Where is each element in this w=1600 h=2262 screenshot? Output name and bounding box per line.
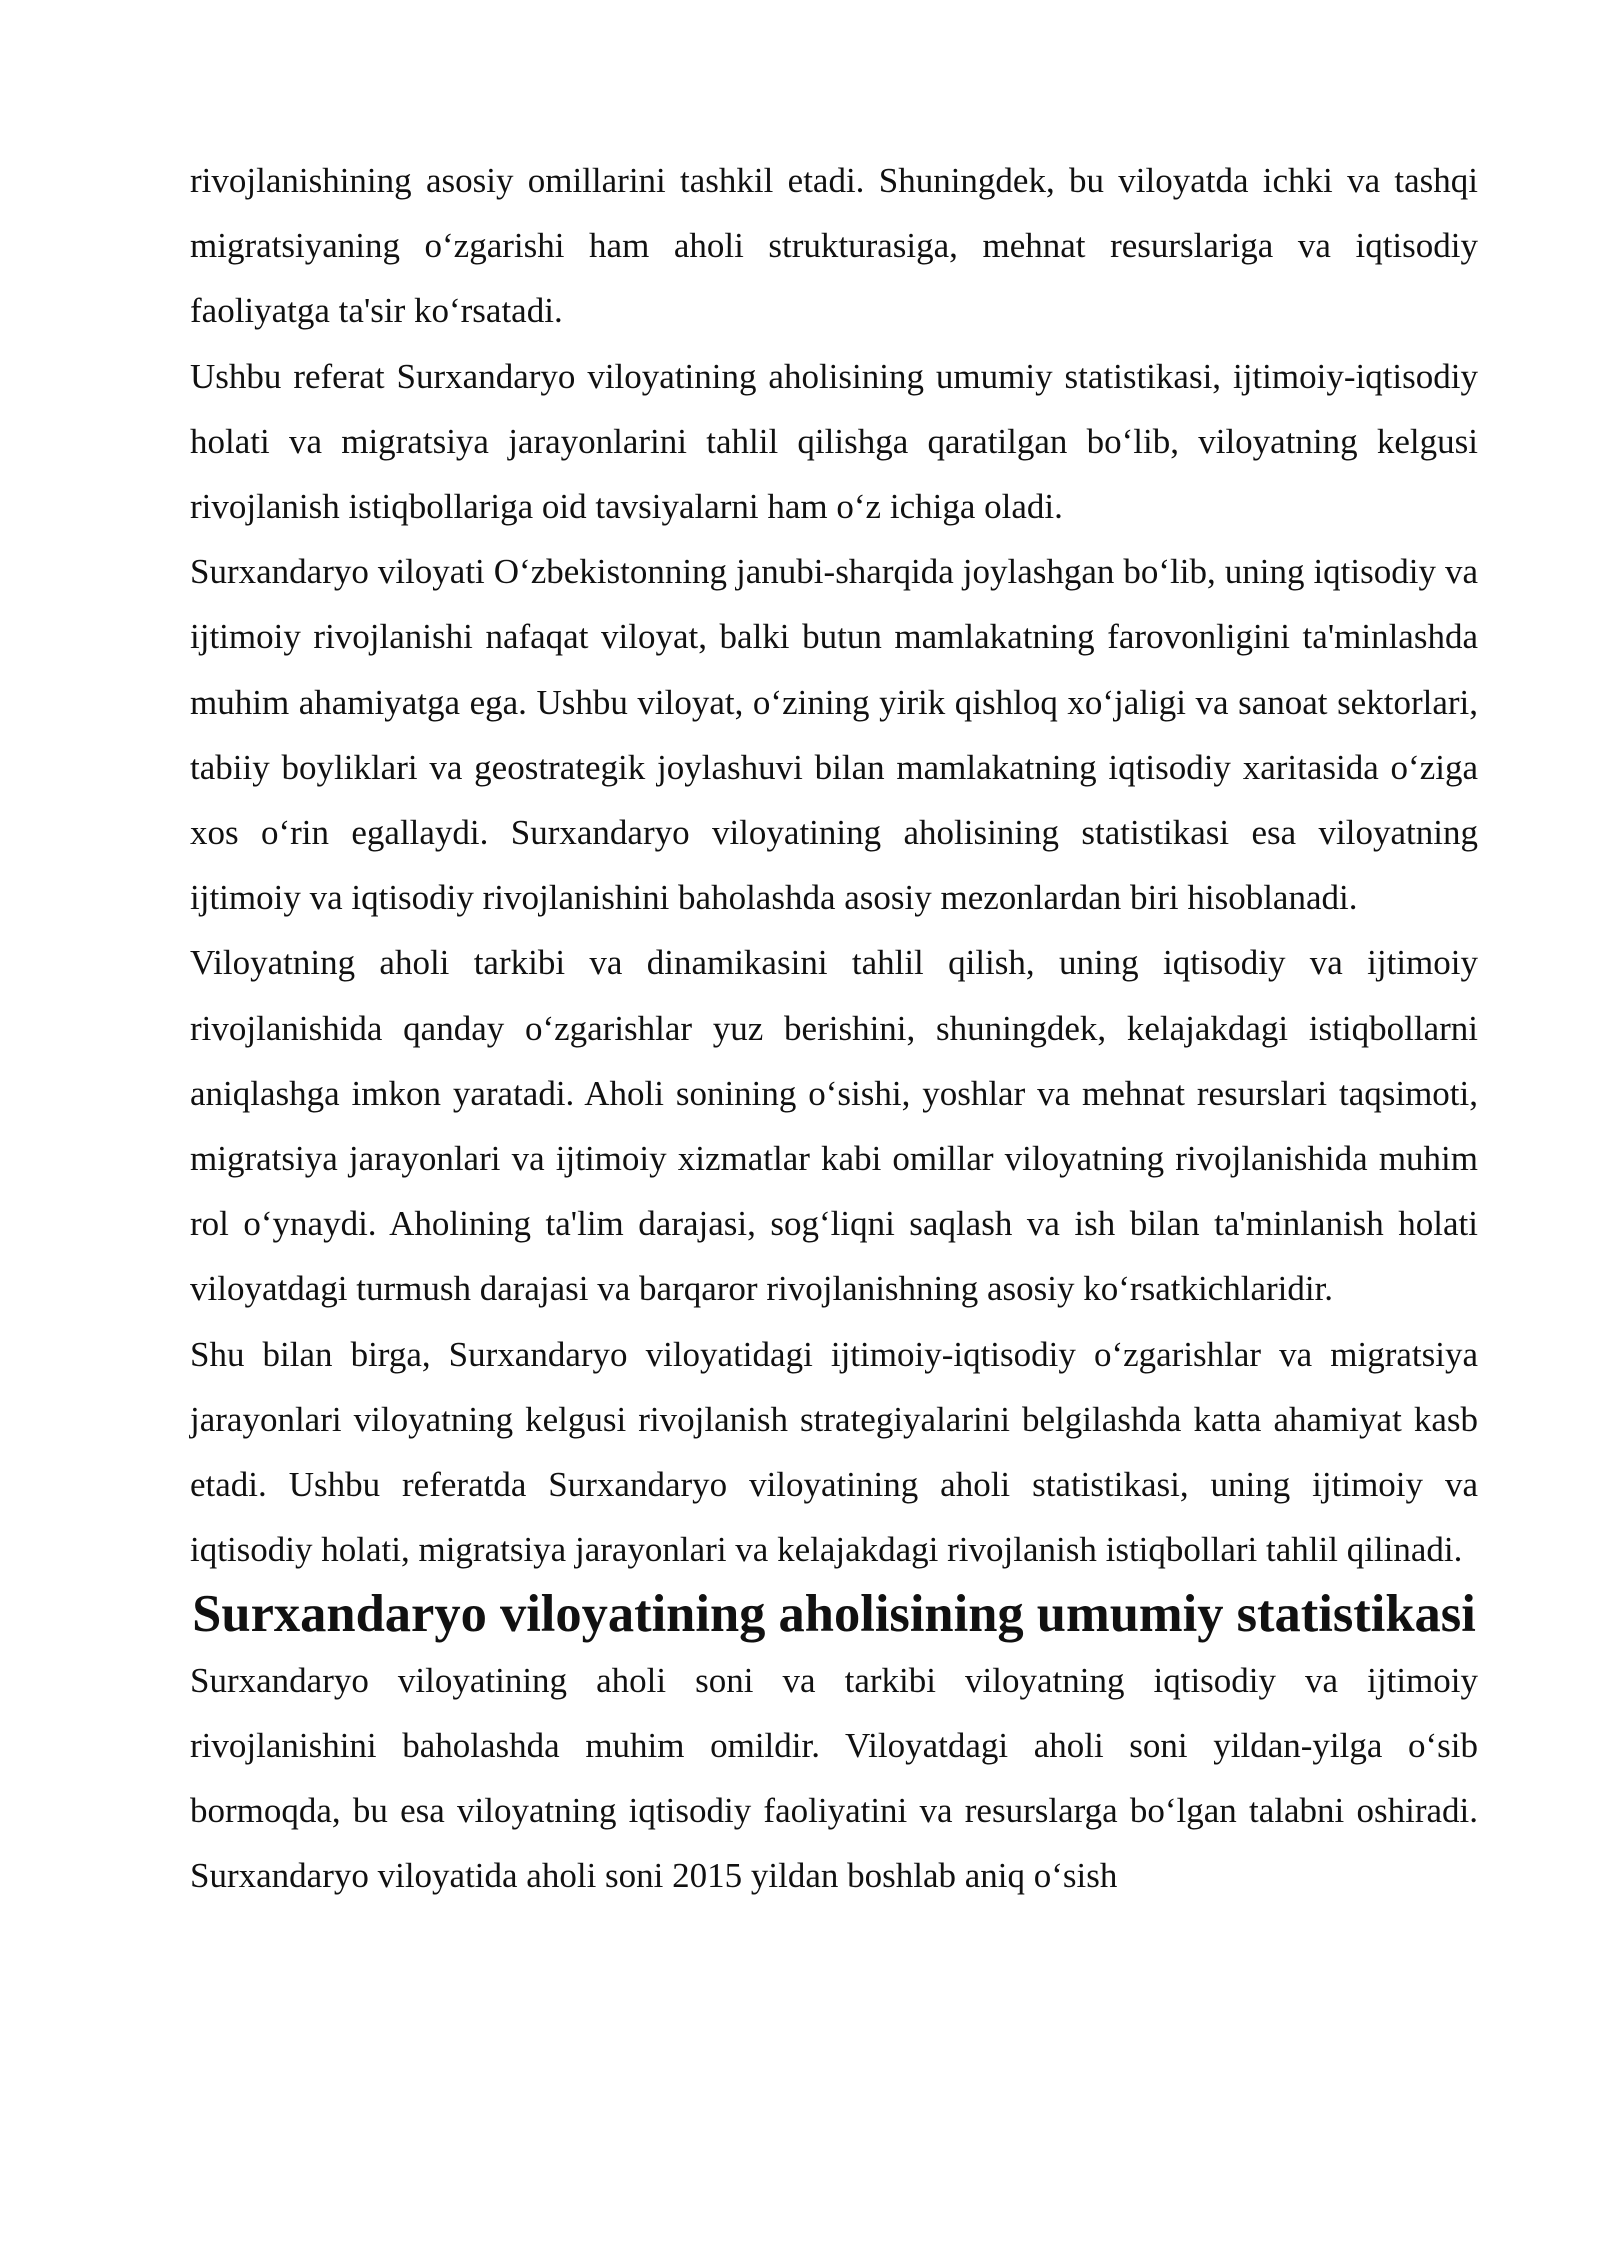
section-heading: Surxandaryo viloyatining aholisining umumiy statistikasi: [192, 1585, 1476, 1644]
document-page: [190, 148, 1478, 1908]
paragraph-socioeconomic-changes: Shu bilan birga, Surxandaryo viloyatidagi ijtimoiy-iqtisodiy o‘zgarishlar va migratsiya jarayonlari viloyatning kelgusi rivojlanish strategiyalarini belgilashda katta ahamiyat kasb etadi. Ushbu referatda Surxandaryo viloyatining aholi statistikasi, uning ijtimoiy va iqtisodiy holati, migratsiya jarayonlari va kelajakdagi rivojlanish istiqbollari tahlil qilinadi.: [190, 1334, 1478, 1570]
paragraph-population-dynamics: Viloyatning aholi tarkibi va dinamikasini tahlil qilish, uning iqtisodiy va ijtimoiy rivojlanishida qanday o‘zgarishlar yuz berishini, shuningdek, kelajakdagi istiqbollarni aniqlashga imkon yaratadi. Aholi sonining o‘sishi, yoshlar va mehnat resurslari taqsimoti, migratsiya jarayonlari va ijtimoiy xizmatlar kabi omillar viloyatning rivojlanishida muhim rol o‘ynaydi. Aholining ta'lim darajasi, sog‘liqni saqlash va ish bilan ta'minlanish holati viloyatdagi turmush darajasi va barqaror rivojlanishning asosiy ko‘rsatkichlaridir.: [190, 943, 1478, 1309]
paragraph-region-location: Surxandaryo viloyati O‘zbekistonning janubi-sharqida joylashgan bo‘lib, uning iqtisodiy va ijtimoiy rivojlanishi nafaqat viloyat, balki butun mamlakatning farovonligini ta'minlashda muhim ahamiyatga ega. Ushbu viloyat, o‘zining yirik qishloq xo‘jaligi va sanoat sektorlari, tabiiy boyliklari va geostrategik joylashuvi bilan mamlakatning iqtisodiy xaritasida o‘ziga xos o‘rin egallaydi. Surxandaryo viloyatining aholisining statistikasi esa viloyatning ijtimoiy va iqtisodiy rivojlanishini baholashda asosiy mezonlardan biri hisoblanadi.: [190, 552, 1478, 918]
paragraph-population-statistics: Surxandaryo viloyatining aholi soni va tarkibi viloyatning iqtisodiy va ijtimoiy rivojlanishini baholashda muhim omildir. Viloyatdagi aholi soni yildan-yilga o‘sib bormoqda, bu esa viloyatning iqtisodiy faoliyatini va resurslarga bo‘lgan talabni oshiradi. Surxandaryo viloyatida aholi soni 2015 yildan boshlab aniq o‘sish: [190, 1660, 1478, 1896]
paragraph-referat-purpose: Ushbu referat Surxandaryo viloyatining aholisining umumiy statistikasi, ijtimoiy-iqtisodiy holati va migratsiya jarayonlarini tahlil qilishga qaratilgan bo‘lib, viloyatning kelgusi rivojlanish istiqbollariga oid tavsiyalarni ham o‘z ichiga oladi.: [190, 356, 1478, 527]
paragraph-intro-continuation: rivojlanishining asosiy omillarini tashkil etadi. Shuningdek, bu viloyatda ichki va tashqi migratsiyaning o‘zgarishi ham aholi strukturasiga, mehnat resurslariga va iqtisodiy faoliyatga ta'sir ko‘rsatadi.: [190, 161, 1478, 331]
